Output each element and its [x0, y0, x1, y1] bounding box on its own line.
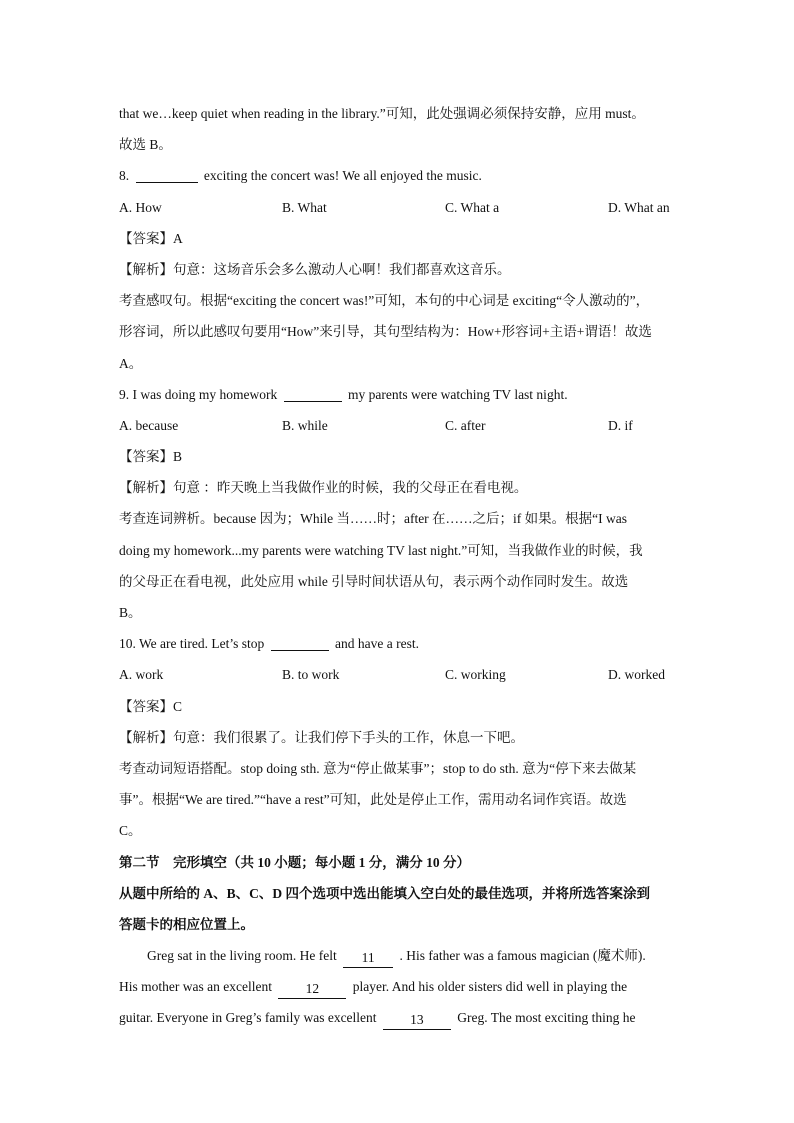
- question-8-option-d: D. What an: [608, 199, 670, 215]
- question-8-stem: [119, 160, 675, 191]
- passage-line-3-after: Greg. The most exciting thing he: [457, 1010, 636, 1026]
- passage-blank-12: 12: [278, 981, 346, 999]
- passage-line-1-after: . His father was a famous magician (魔术师).: [399, 948, 646, 964]
- question-8-analysis-2: 考查感叹句。根据“exciting the concert was!”可知，本句的中心词是 exciting“令人激动的”，: [119, 293, 650, 309]
- question-9-option-d: D. if: [608, 417, 633, 433]
- question-8-option-c: C. What a: [445, 199, 500, 215]
- question-8-analysis-3: 形容词，所以此感叹句要用“How”来引导，其句型结构为：How+形容词+主语+谓语！故选: [119, 324, 652, 340]
- question-9-analysis-4: 的父母正在看电视，此处应用 while 引导时间状语从句，表示两个动作同时发生。故选: [119, 573, 629, 589]
- question-10-option-b: B. to work: [282, 667, 340, 683]
- question-10-stem-before: 10. We are tired. Let’s stop: [119, 636, 265, 652]
- passage-line-3-before: guitar. Everyone in Greg’s family was excellent: [119, 1010, 377, 1026]
- question-9-stem-after: my parents were watching TV last night.: [347, 386, 568, 402]
- passage-blank-11: 11: [343, 950, 393, 968]
- question-10-analysis-1: 【解析】句意：我们很累了。让我们停下手头的工作，休息一下吧。: [119, 729, 524, 745]
- passage-line-2-before: His mother was an excellent: [119, 979, 272, 995]
- question-9-option-c: C. after: [445, 417, 486, 433]
- question-8-stem-text: exciting the concert was! We all enjoyed the music.: [203, 168, 482, 184]
- question-9-option-b: B. while: [282, 417, 328, 433]
- question-8-number: 8.: [119, 168, 130, 184]
- question-9-blank: [284, 386, 342, 402]
- question-8-answer: 【答案】A: [119, 230, 183, 246]
- question-9-analysis-5: B。: [119, 605, 142, 620]
- intro-line-2: 故选 B。: [119, 137, 172, 153]
- question-8-analysis-4: A。: [119, 355, 143, 371]
- passage-line-3: [119, 1002, 675, 1033]
- question-9-stem: [119, 379, 675, 410]
- section-2-instruction-1: 从题中所给的 A、B、C、D 四个选项中选出能填入空白处的最佳选项，并将所选答案涂到: [119, 885, 651, 901]
- question-10-stem-after: and have a rest.: [335, 636, 419, 652]
- question-10-option-c: C. working: [445, 667, 506, 683]
- question-10-option-a: A. work: [119, 667, 164, 683]
- question-10-option-d: D. worked: [608, 667, 665, 683]
- question-10-analysis-4: C。: [119, 823, 142, 839]
- question-9-option-a: A. because: [119, 417, 179, 433]
- passage-blank-13: 13: [383, 1012, 451, 1030]
- question-9-answer: 【答案】B: [119, 449, 183, 465]
- question-8-option-a: A. How: [119, 199, 162, 215]
- question-10-analysis-2: 考查动词短语搭配。stop doing sth. 意为“停止做某事”；stop to do sth. 意为“停下来去做某: [119, 760, 637, 776]
- passage-line-1-before: Greg sat in the living room. He felt: [147, 948, 337, 964]
- question-8-option-b: B. What: [282, 199, 327, 215]
- question-9-analysis-1: 【解析】句意 ：昨天晚上当我做作业的时候，我的父母正在看电视。: [119, 480, 528, 496]
- question-10-blank: [271, 635, 329, 651]
- question-10-answer: 【答案】C: [119, 698, 183, 714]
- question-8-blank: [136, 167, 198, 183]
- question-8-options: [119, 192, 675, 223]
- passage-line-2: [119, 971, 675, 1002]
- question-9-analysis-2: 考查连词辨析。because 因为；While 当……时；after 在……之后；if 如果。根据“I was: [119, 511, 628, 527]
- passage-line-2-after: player. And his older sisters did well in playing the: [352, 979, 628, 995]
- document-page: [119, 98, 675, 1034]
- question-9-stem-before: 9. I was doing my homework: [119, 386, 278, 402]
- question-9-options: [119, 410, 675, 441]
- intro-line-1: that we…keep quiet when reading in the library.”可知，此处强调必须保持安静，应用 must。: [119, 106, 645, 121]
- passage-line-1: [119, 940, 675, 971]
- question-10-stem: [119, 628, 675, 659]
- question-10-analysis-3: 事”。根据“We are tired.”“have a rest”可知，此处是停止工作，需用动名词作宾语。故选: [119, 792, 627, 808]
- question-9-analysis-3: doing my homework...my parents were watching TV last night.”可知，当我做作业的时候，我: [119, 542, 643, 558]
- question-8-analysis-1: 【解析】句意：这场音乐会多么激动人心啊！我们都喜欢这音乐。: [119, 261, 511, 277]
- section-2-instruction-2: 答题卡的相应位置上。: [119, 916, 254, 932]
- section-2-title: 第二节 完形填空（共 10 小题；每小题 1 分，满分 10 分）: [119, 854, 470, 870]
- question-10-options: [119, 659, 675, 690]
